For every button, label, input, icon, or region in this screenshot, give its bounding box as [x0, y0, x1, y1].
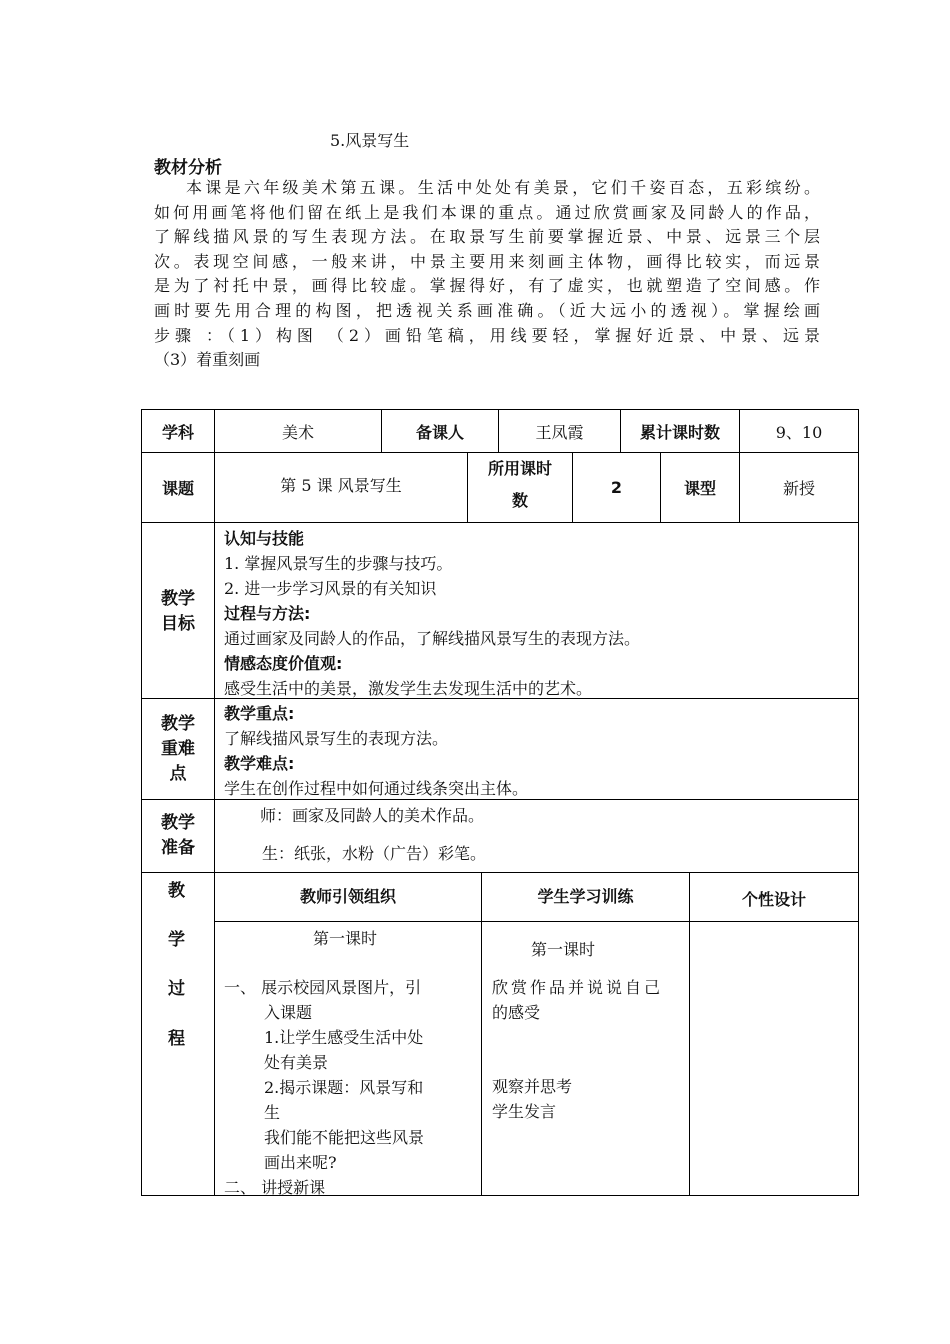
objective-item: 1. 掌握风景写生的步骤与技巧。 [224, 554, 453, 573]
objectives-content [224, 526, 640, 701]
table-border [214, 921, 859, 922]
objective-text: 感受生活中的美景，激发学生去发现生活中的艺术。 [224, 679, 593, 698]
teacher-preparation: 师：画家及同龄人的美术作品。 [260, 806, 485, 825]
intro-paragraph [154, 176, 820, 373]
intro-line: 步骤 ：（1）构图 （2）画铅笔稿，用线要轻，掌握好近景、中景、远景 [154, 325, 820, 345]
topic-label: 课题 [161, 479, 194, 498]
total-hours-value: 9、10 [775, 422, 823, 442]
type-label: 课型 [683, 479, 716, 498]
intro-line: 如何用画笔将他们留在纸上是我们本课的重点。通过欣赏画家及同龄人的作品， [154, 202, 820, 222]
preparation-label-line: 教学 [161, 813, 195, 833]
teacher-line: 入课题 [264, 1003, 313, 1022]
student-line: 第一课时 [531, 940, 596, 959]
intro-line: 次。表现空间感，一般来讲，中景主要用来刻画主体物，画得比较实，而远景 [154, 251, 820, 271]
preparer-label: 备课人 [415, 422, 464, 442]
intro-line: 是为了衬托中景，画得比较虚。掌握得好，有了虚实，也就塑造了空间感。作 [154, 276, 820, 296]
lesson-title: 5.风景写生 [330, 131, 410, 150]
student-line: 欣赏作品并说说自己 [492, 978, 664, 997]
teacher-line: 2.揭示课题：风景写和 [264, 1078, 424, 1097]
subject-value: 美术 [281, 422, 314, 442]
preparation-label [142, 811, 214, 861]
objective-text: 通过画家及同龄人的作品，了解线描风景写生的表现方法。 [224, 629, 641, 648]
preparer-value: 王凤霞 [535, 422, 584, 442]
total-hours-label: 累计课时数 [639, 422, 720, 442]
student-line: 的感受 [492, 1003, 541, 1022]
intro-line: 了解线描风景的写生表现方法。在取景写生前要掌握近景、中景、远景三个层 [154, 227, 820, 247]
intro-line: 本课是六年级美术第五课。生活中处处有美景，它们千姿百态，五彩缤纷。 [186, 178, 820, 197]
teacher-line: 处有美景 [264, 1053, 329, 1072]
table-border [858, 409, 859, 1196]
key-point-heading: 教学重点: [224, 704, 295, 723]
table-border [141, 409, 142, 1196]
type-value: 新授 [782, 479, 815, 498]
teacher-line: 生 [264, 1103, 281, 1122]
table-border [214, 409, 215, 1196]
student-preparation: 生：纸张，水粉（广告）彩笔。 [262, 844, 487, 863]
objectives-label-line: 教学 [161, 589, 195, 609]
key-points-label-line: 重难 [161, 739, 195, 759]
key-points-content [224, 701, 528, 801]
key-points-label [142, 712, 214, 787]
key-points-label-line: 点 [169, 764, 187, 784]
teacher-line: 第一课时 [313, 929, 378, 948]
subject-label: 学科 [161, 422, 194, 442]
objectives-label [142, 587, 214, 637]
key-point-text: 学生在创作过程中如何通过线条突出主体。 [224, 779, 529, 798]
hours-value: 2 [610, 478, 623, 497]
teacher-line: 一、 展示校园风景图片，引 [224, 978, 422, 997]
teacher-line: 我们能不能把这些风景 [264, 1128, 425, 1147]
key-points-label-line: 教学 [161, 714, 195, 734]
section-heading: 教材分析 [154, 158, 222, 178]
process-label-char: 程 [168, 1029, 185, 1049]
hours-label [468, 453, 572, 522]
key-point-heading: 教学难点: [224, 754, 295, 773]
intro-line: （3）着重刻画 [154, 350, 261, 370]
process-label-char: 学 [168, 930, 185, 950]
student-line: 学生发言 [492, 1102, 557, 1121]
objective-heading: 过程与方法: [224, 604, 311, 623]
intro-line: 画时要先用合理的构图，把透视关系画准确。（近大远小的透视）。掌握绘画 [154, 300, 820, 320]
hours-label-line: 所用课时 [487, 459, 552, 478]
table-border [689, 872, 690, 1196]
objective-heading: 情感态度价值观: [224, 654, 343, 673]
teacher-line: 画出来呢? [264, 1153, 337, 1172]
process-label-char: 教 [168, 881, 185, 901]
hours-label-line: 数 [511, 491, 528, 510]
process-label-char: 过 [168, 979, 185, 999]
objective-heading: 认知与技能 [224, 529, 305, 548]
objective-item: 2. 进一步学习风景的有关知识 [224, 579, 437, 598]
student-column-header: 学生学习训练 [537, 886, 634, 906]
design-column-header: 个性设计 [741, 889, 806, 909]
teacher-line: 1.让学生感受生活中处 [264, 1028, 424, 1047]
table-border [481, 872, 482, 1196]
student-line: 观察并思考 [492, 1077, 573, 1096]
key-point-text: 了解线描风景写生的表现方法。 [224, 729, 449, 748]
objectives-label-line: 目标 [161, 614, 195, 634]
preparation-label-line: 准备 [161, 838, 195, 858]
teacher-line: 二、 讲授新课 [224, 1178, 326, 1197]
table-border [141, 522, 859, 523]
teacher-column-header: 教师引领组织 [299, 886, 396, 906]
topic-value: 第 5 课 风景写生 [280, 475, 402, 495]
